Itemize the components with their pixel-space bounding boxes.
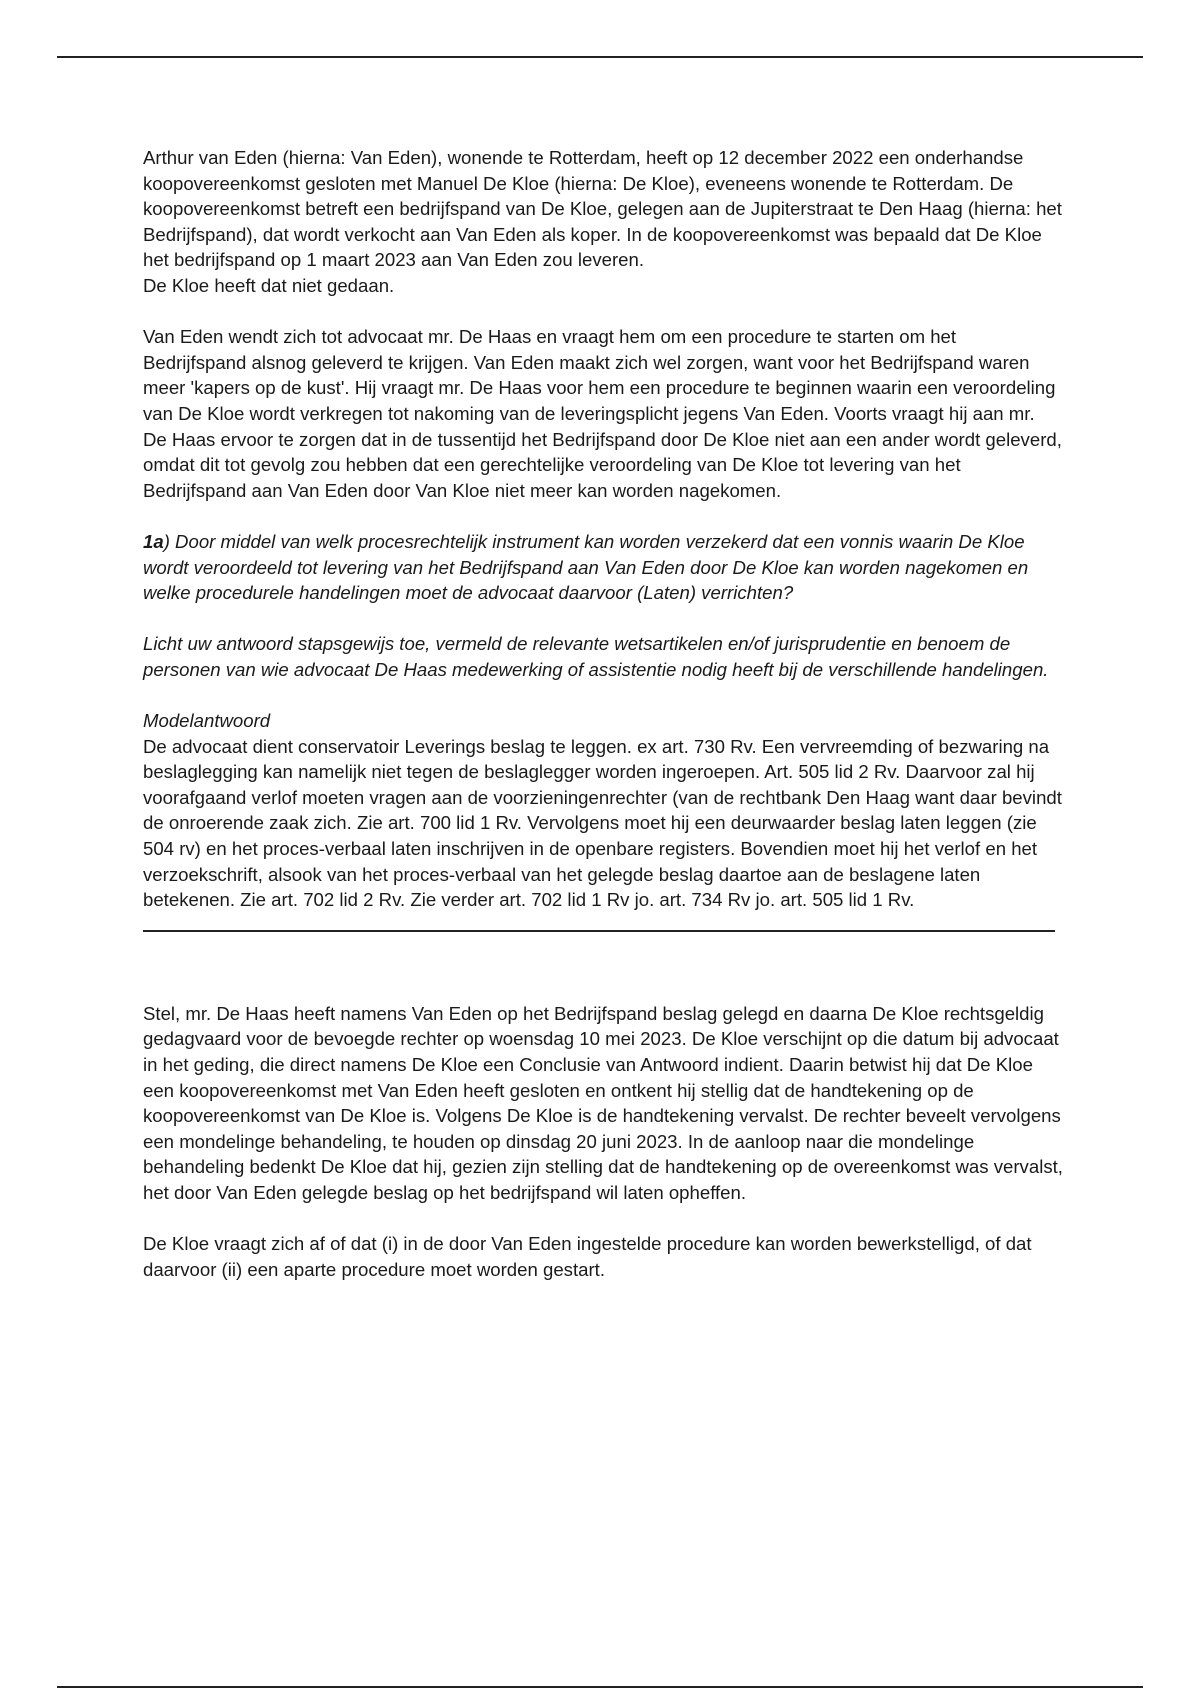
- case-intro-paragraph: Arthur van Eden (hierna: Van Eden), wonende te Rotterdam, heeft op 12 december 2022 een onderhandse koopovereenkomst gesloten met Manuel De Kloe (hierna: De Kloe), eveneens wonende te Rotterdam. De koopovereenkomst betreft een bedrijfspand van De Kloe, gelegen aan de Jupiterstraat te Den Haag (hierna: het Bedrijfspand), dat wordt verkocht aan Van Eden als koper. In de koopovereenkomst was bepaald dat De Kloe het bedrijfspand op 1 maart 2023 aan Van Eden zou leveren.: [143, 147, 1062, 271]
- question-1a: [143, 529, 1063, 606]
- case-continued-paragraph: Stel, mr. De Haas heeft namens Van Eden op het Bedrijfspand beslag gelegd en daarna De Kloe rechtsgeldig gedagvaard voor de bevoegde rechter op woensdag 10 mei 2023. De Kloe verschijnt op die datum bij advocaat in het geding, die direct namens De Kloe een Conclusie van Antwoord indient. Daarin betwist hij dat De Kloe een koopovereenkomst met Van Eden heeft gesloten en ontkent hij stellig dat de handtekening op de koopovereenkomst van De Kloe is. Volgens De Kloe is de handtekening vervalst. De rechter beveelt vervolgens een mondelinge behandeling, te houden op dinsdag 20 juni 2023. In de aanloop naar die mondelinge behandeling bedenkt De Kloe dat hij, gezien zijn stelling dat de handtekening op de overeenkomst was vervalst, het door Van Eden gelegde beslag op het bedrijfspand wil laten opheffen.: [143, 1002, 1063, 1203]
- case-continued-question: De Kloe vraagt zich af of dat (i) in de door Van Eden ingestelde procedure kan worden bewerkstelligd, of dat daarvoor (ii) een aparte procedure moet worden gestart.: [143, 1233, 1032, 1280]
- header-rule: [57, 56, 1143, 58]
- case-request-paragraph: Van Eden wendt zich tot advocaat mr. De Haas en vraagt hem om een procedure te starten om het Bedrijfspand alsnog geleverd te krijgen. Van Eden maakt zich wel zorgen, want voor het Bedrijfspand waren meer 'kapers op de kust'. Hij vraagt mr. De Haas voor hem een procedure te beginnen waarin een veroordeling van De Kloe wordt verkregen tot nakoming van de leveringsplicht jegens Van Eden. Voorts vraagt hij aan mr. De Haas ervoor te zorgen dat in de tussentijd het Bedrijfspand door De Kloe niet aan een ander wordt geleverd, omdat dit tot gevolg zou hebben dat een gerechtelijke veroordeling van De Kloe tot levering van het Bedrijfspand aan Van Eden door Van Kloe niet meer kan worden nagekomen.: [143, 326, 1062, 501]
- model-answer-heading: Modelantwoord: [143, 710, 271, 732]
- model-answer-text: De advocaat dient conservatoir Leverings beslag te leggen. ex art. 730 Rv. Een vervreemding of bezwaring na beslaglegging kan namelijk niet tegen de beslaglegger worden ingeroepen. Art. 505 lid 2 Rv. Daarvoor zal hij voorafgaand verlof moeten vragen aan de voorzieningenrechter (van de rechtbank Den Haag want daar bevindt de onroerende zaak zich. Zie art. 700 lid 1 Rv. Vervolgens moet hij een deurwaarder beslag laten leggen (zie 504 rv) en het proces-verbaal laten inschrijven in de openbare registers. Bovendien moet hij het verlof en het verzoekschrift, alsook van het proces-verbaal van het gelegde beslag daartoe aan de beslagene laten betekenen. Zie art. 702 lid 2 Rv. Zie verder art. 702 lid 1 Rv jo. art. 734 Rv jo. art. 505 lid 1 Rv.: [143, 735, 1062, 911]
- question-instruction: Licht uw antwoord stapsgewijs toe, vermeld de relevante wetsartikelen en/of jurisprudentie en benoem de personen van wie advocaat De Haas medewerking of assistentie nodig heeft bij de verschillende handelingen.: [143, 633, 1049, 680]
- footer-rule: [57, 1686, 1143, 1688]
- case-intro-closing-line: De Kloe heeft dat niet gedaan.: [143, 274, 395, 296]
- question-number: 1a: [143, 530, 164, 552]
- document-body: [143, 145, 1063, 1282]
- question-text: ) Door middel van welk procesrechtelijk instrument kan worden verzekerd dat een vonnis waarin De Kloe wordt veroordeeld tot levering van het Bedrijfspand aan Van Eden door De Kloe kan worden nagekomen en welke procedurele handelingen moet de advocaat daarvoor (Laten) verrichten?: [143, 530, 1029, 604]
